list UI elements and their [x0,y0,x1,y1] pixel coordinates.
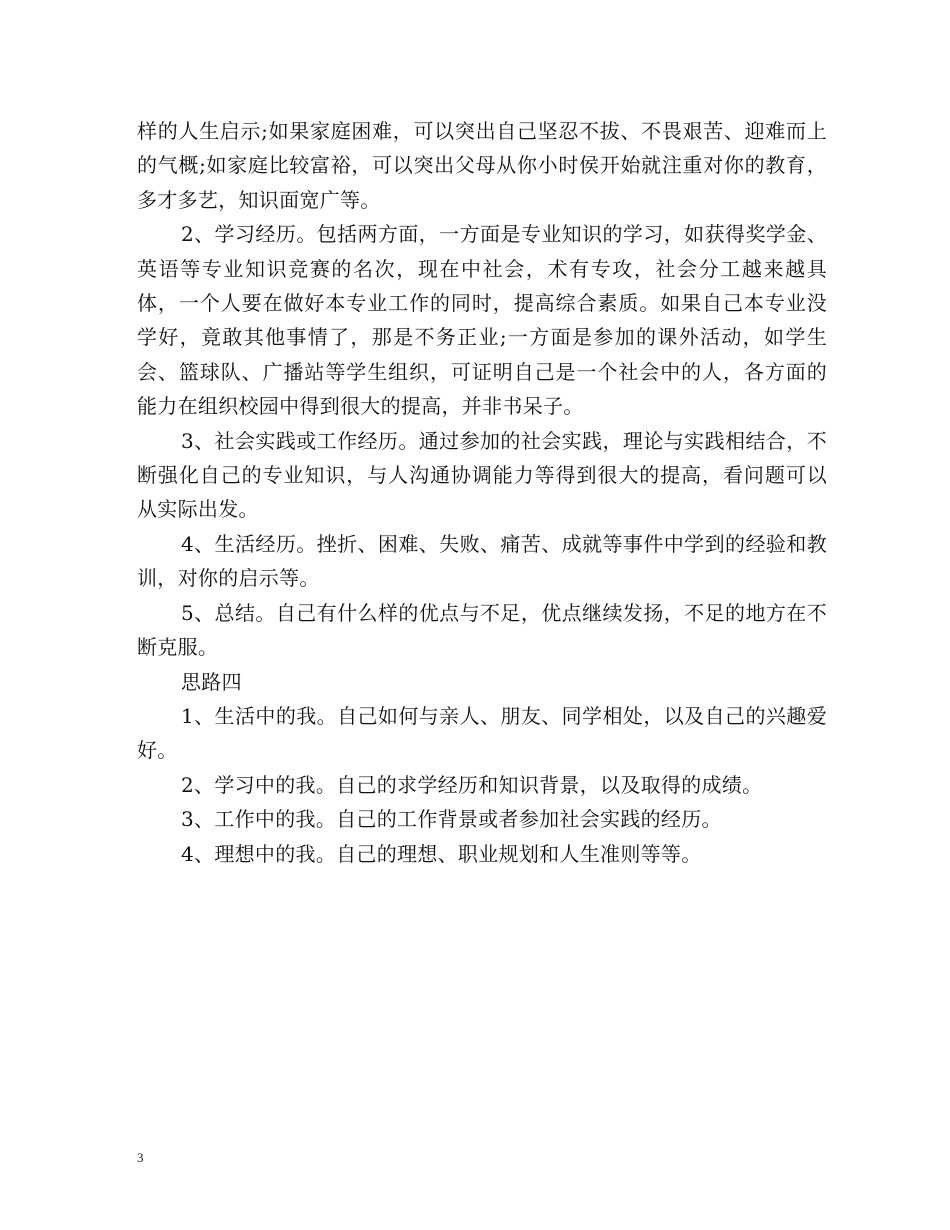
paragraph-3: 3、社会实践或工作经历。通过参加的社会实践，理论与实践相结合，不断强化自己的专业知识，与人沟通协调能力等得到很大的提高，看问题可以从实际出发。 [137,428,827,522]
paragraph-4: 4、生活经历。挫折、困难、失败、痛苦、成就等事件中学到的经验和教训，对你的启示等。 [137,531,827,591]
paragraph-1: 样的人生启示;如果家庭困难，可以突出自己坚忍不拔、不畏艰苦、迎难而上的气概;如家庭比较富裕，可以突出父母从你小时侯开始就注重对你的教育，多才多艺，知识面宽广等。 [137,119,827,212]
paragraph-7: 1、生活中的我。自己如何与亲人、朋友、同学相处，以及自己的兴趣爱好。 [137,703,827,763]
section-heading: 思路四 [181,669,242,694]
paragraph-2: 2、学习经历。包括两方面，一方面是专业知识的学习，如获得奖学金、英语等专业知识竞赛的名次，现在中社会，术有专攻，社会分工越来越具体，一个人要在做好本专业工作的同时，提高综合素质。如果自己本专业没学好，竟敢其他事情了，那是不务正业;一方面是参加的课外活动，如学生会、篮球队、广播站等学生组织，可证明自己是一个社会中的人，各方面的能力在组织校园中得到很大的提高，并非书呆子。 [137,222,827,419]
document-body [137,114,827,871]
paragraph-5: 5、总结。自己有什么样的优点与不足，优点继续发扬，不足的地方在不断克服。 [137,600,827,660]
paragraph-9: 3、工作中的我。自己的工作背景或者参加社会实践的经历。 [181,807,722,832]
page-number: 3 [137,1150,144,1165]
paragraph-8: 2、学习中的我。自己的求学经历和知识背景，以及取得的成绩。 [181,772,763,797]
paragraph-10: 4、理想中的我。自己的理想、职业规划和人生准则等等。 [181,841,702,866]
